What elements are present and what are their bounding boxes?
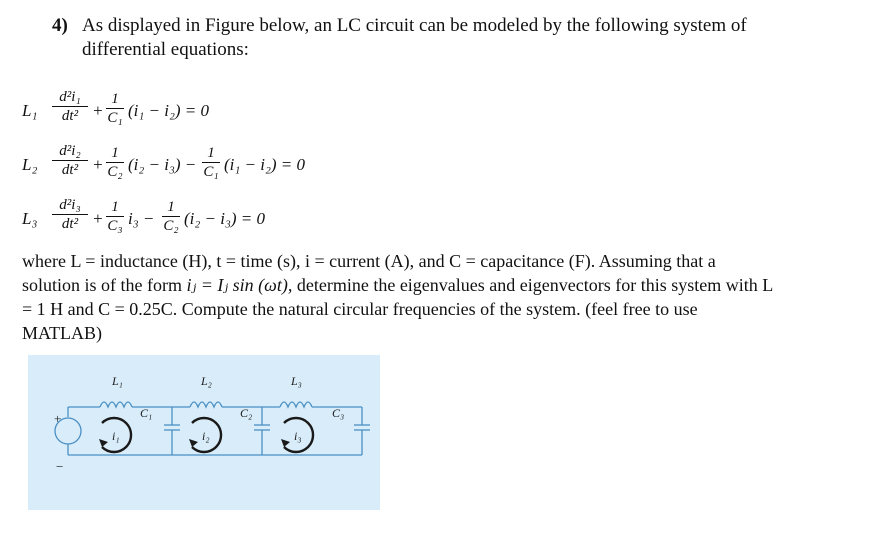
body-line-3: = 1 H and C = 0.25C. Compute the natural circular frequencies of the system. (feel free to use — [22, 299, 698, 319]
label-plus: + — [54, 411, 62, 426]
problem-number: 4) — [52, 15, 68, 36]
eq3-coef: L₃ — [22, 209, 38, 228]
eq1-f1-den: C₁ — [107, 110, 123, 126]
eq1-coef: L₁ — [22, 101, 38, 120]
eq3-num: d²i₃ — [59, 197, 81, 213]
eq3-rest: (i₂ − i₃) = 0 — [184, 209, 266, 228]
body-line-1: where L = inductance (H), t = time (s), i = current (A), and C = capacitance (F). Assuming that a — [22, 251, 716, 271]
inductor-l1-icon — [100, 402, 132, 407]
eq2-plus: + — [92, 155, 104, 174]
eq1-plus: + — [92, 101, 104, 120]
eq2-mid: (i₂ − i₃) − — [128, 155, 197, 174]
inductor-l2-icon — [190, 402, 222, 407]
label-minus: − — [56, 459, 64, 474]
eq2-den: dt² — [61, 162, 79, 178]
eq3-f1-den: C₃ — [107, 218, 123, 234]
problem-body — [22, 249, 862, 345]
label-i2: i₂ — [202, 429, 210, 443]
body-line-2: solution is of the form iⱼ = Iⱼ sin (ωt), determine the eigenvalues and eigenvectors for this system with L — [22, 275, 774, 295]
label-c1: C₁ — [140, 406, 153, 420]
eq3-mid: i₃ − — [128, 209, 155, 228]
eq3-f1-num: 1 — [111, 199, 119, 215]
problem-line-1: As displayed in Figure below, an LC circuit can be modeled by the following system of — [82, 15, 747, 36]
label-c3: C₃ — [332, 406, 345, 420]
eq1-rest: (i₁ − i₂) = 0 — [128, 101, 210, 120]
eq3-f2-num: 1 — [167, 199, 175, 215]
eq2-rest: (i₁ − i₂) = 0 — [224, 155, 306, 174]
eq2-f2-den: C₁ — [203, 164, 219, 180]
problem-statement — [52, 14, 852, 62]
eq2-f2-num: 1 — [207, 145, 215, 161]
eq3-f2-den: C₂ — [163, 218, 179, 234]
eq2-f1-num: 1 — [111, 145, 119, 161]
problem-line-2: differential equations: — [82, 39, 249, 60]
label-l2: L₂ — [201, 374, 212, 388]
inductor-l3-icon — [280, 402, 312, 407]
eq2-num: d²i₂ — [59, 143, 81, 159]
solution-form: iⱼ = Iⱼ sin (ωt), — [186, 275, 293, 295]
eq1-num: d²i₁ — [59, 89, 81, 105]
eq3-plus: + — [92, 209, 104, 228]
label-l1: L₁ — [112, 374, 123, 388]
eq1-f1-num: 1 — [111, 91, 119, 107]
eq3-den: dt² — [61, 216, 79, 232]
eq2-f1-den: C₂ — [107, 164, 123, 180]
eq1-den: dt² — [61, 108, 79, 124]
eq2-coef: L₂ — [22, 155, 38, 174]
label-l3: L₃ — [291, 374, 302, 388]
lc-circuit-diagram — [28, 355, 380, 510]
body-line-4: MATLAB) — [22, 323, 102, 343]
label-i1: i₁ — [112, 429, 120, 443]
label-c2: C₂ — [240, 406, 253, 420]
lc-circuit-figure — [28, 355, 380, 510]
label-i3: i₃ — [294, 429, 302, 443]
